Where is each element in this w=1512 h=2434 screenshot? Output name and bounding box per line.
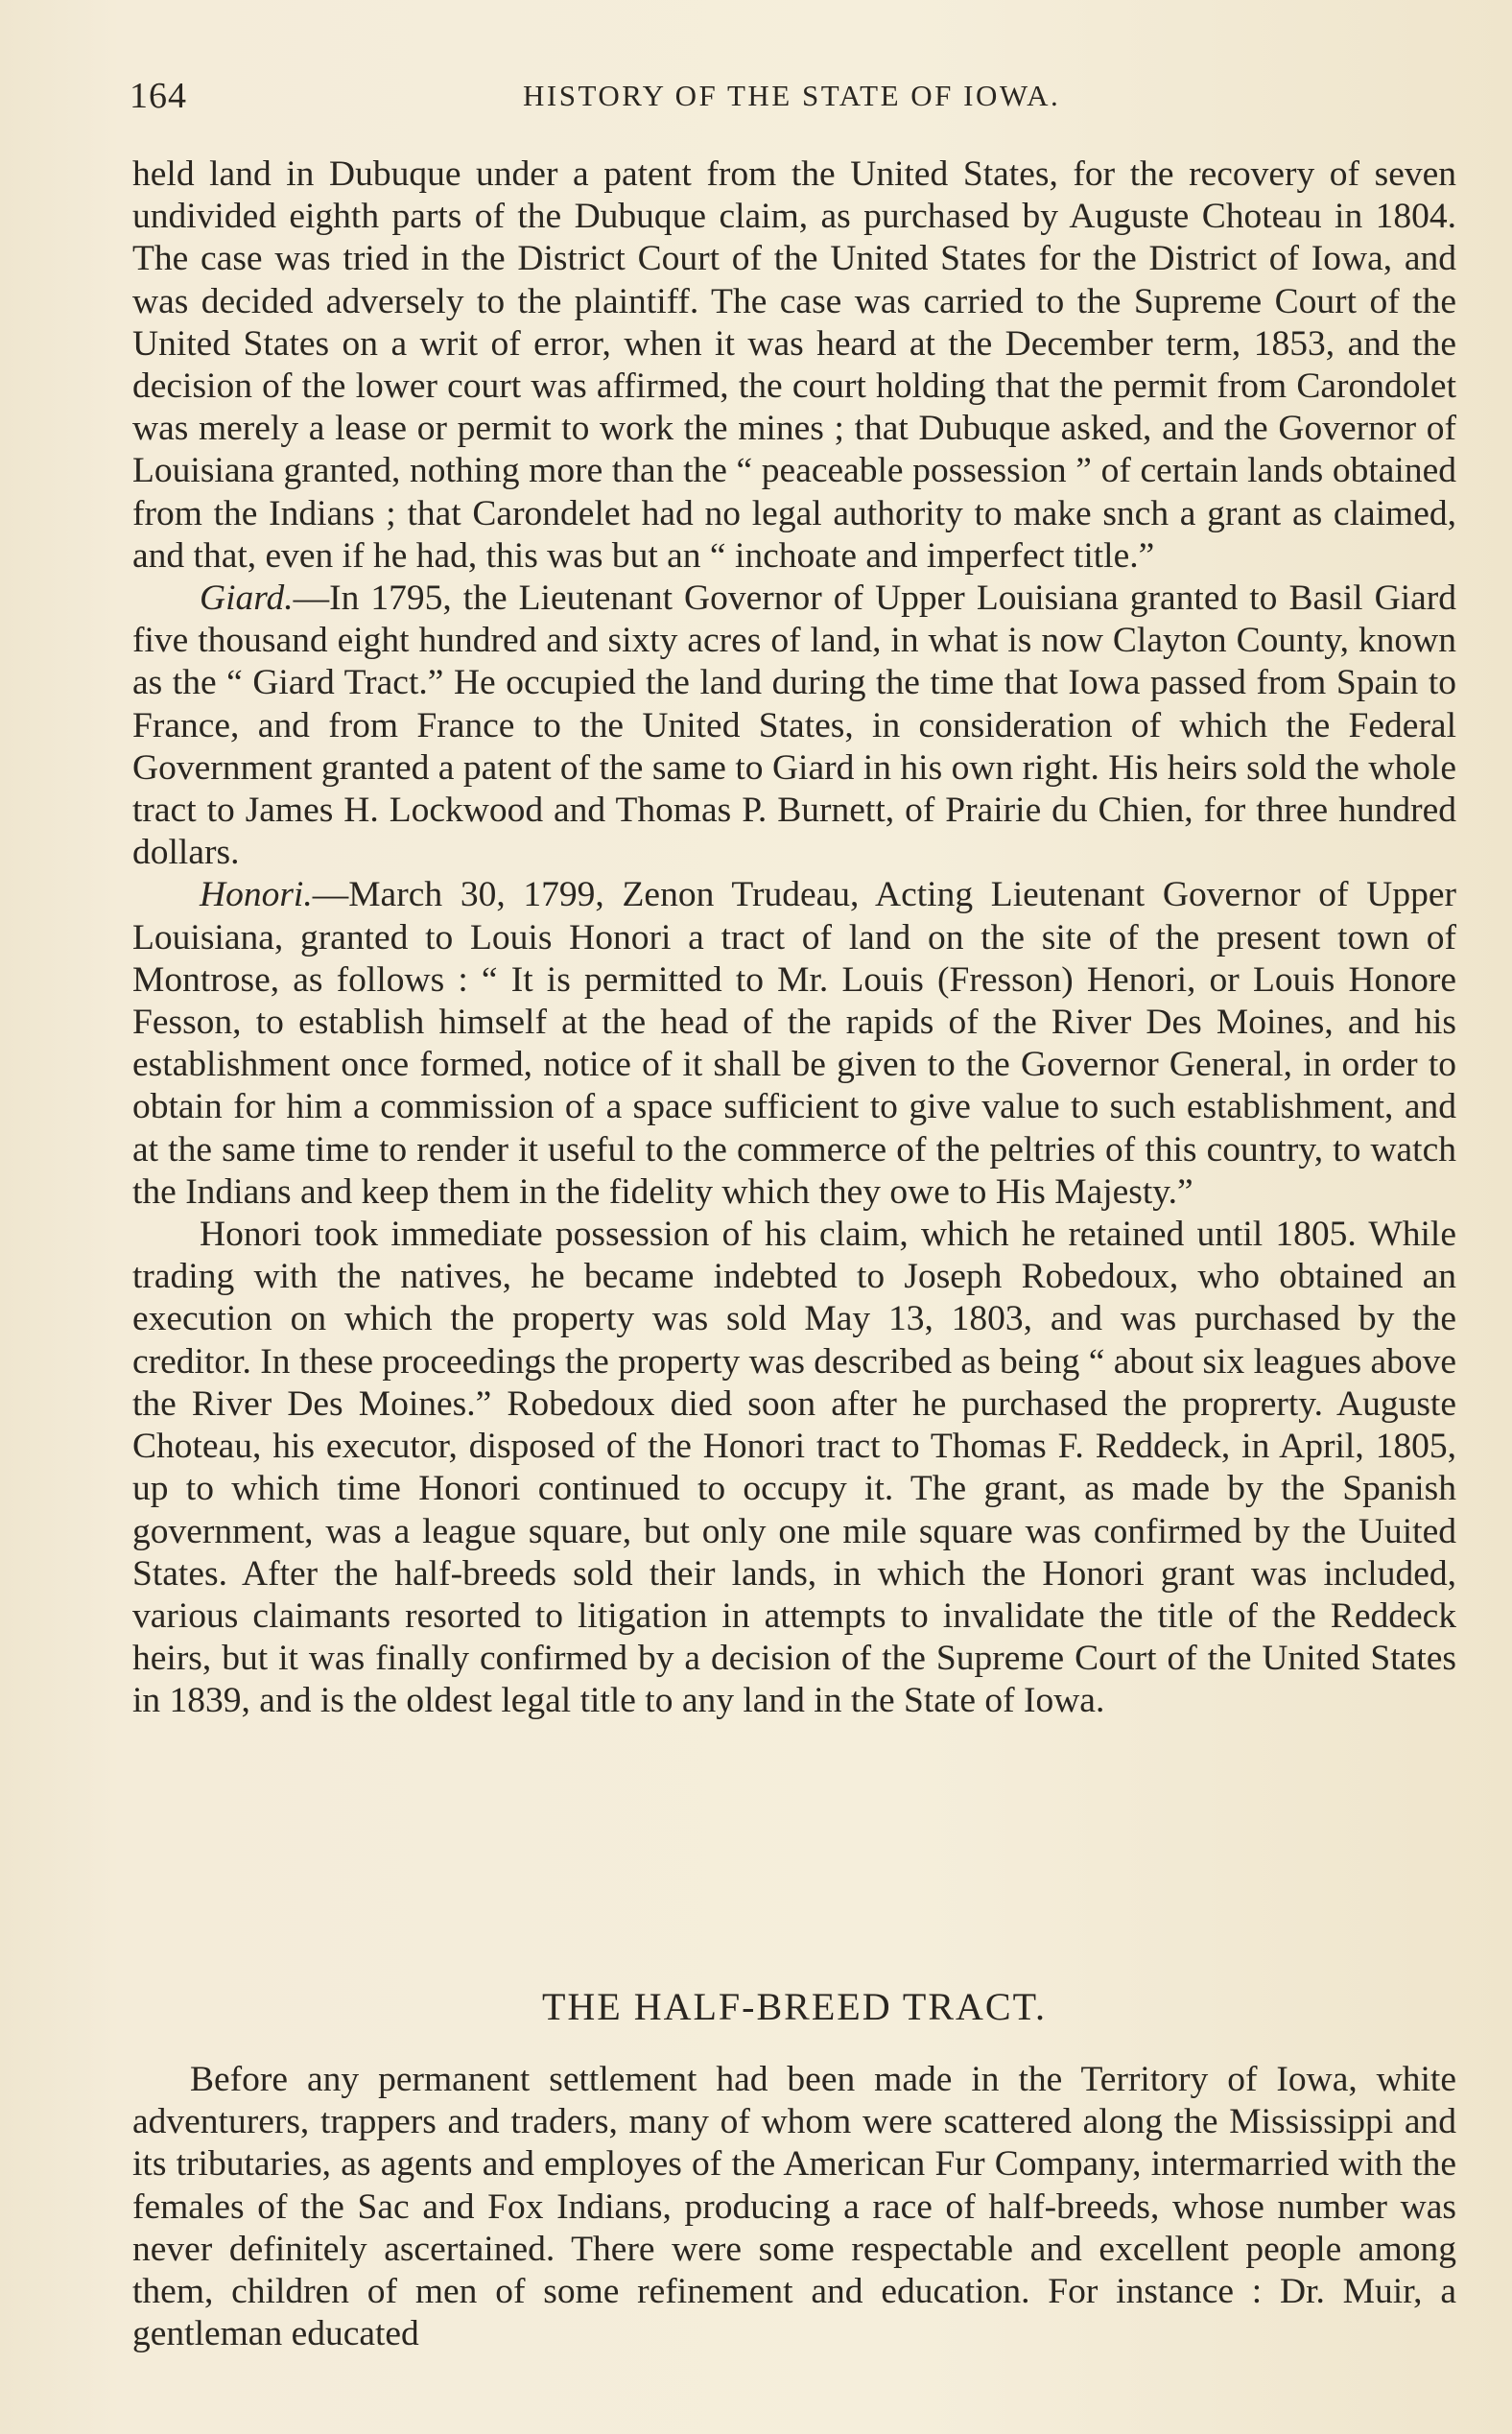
paragraph-honori-continued [132,1214,1456,1722]
paragraph-text: Before any permanent settlement had been made in the Territory of Iowa, white adventurers, trappers and traders, many of whom were scattered along the Mississippi and its tributaries, as agents and employes of the American Fur Company, intermarried with the females of the Sac and Fox Indians, producing a race of half-breeds, whose number was never definitely ascertained. There were some respectable and excellent people among them, children of men of some refinement and education. For instance : Dr. Muir, a gentleman educated [132,2060,1456,2354]
page-header [130,75,1463,132]
paragraph-lead-honori: Honori. [200,875,313,915]
running-title: HISTORY OF THE STATE OF IOWA. [523,79,1061,112]
paragraph-text: —In 1795, the Lieutenant Governor of Upper Louisiana granted to Basil Giard five thousand eight hundred and sixty acres of land, in what is now Clayton County, known as the “ Giard Tract.” He occupied the land during the time that Iowa passed from Spain to France, and from France to the United States, in consideration of which the Federal Government granted a patent of the same to Giard in his own right. His heirs sold the whole tract to James H. Lockwood and Thomas P. Burnett, of Prairie du Chien, for three hundred dollars. [132,579,1456,873]
body-text [132,154,1456,1723]
paragraph-text: —March 30, 1799, Zenon Trudeau, Acting Lieutenant Governor of Upper Louisiana, granted to Louis Honori a tract of land on the site of the present town of Montrose, as follows : “ It is permitted to Mr. Louis (Fresson) Henori, or Louis Honore Fesson, to establish himself at the head of the rapids of the River Des Moines, and his establishment once formed, notice of it shall be given to the Governor General, in order to obtain for him a commission of a space sufficient to give value to such establishment, and at the same time to render it useful to the commerce of the peltries of this country, to watch the Indians and keep them in the fidelity which they owe to His Majesty.” [132,875,1456,1212]
paragraph-lead-giard: Giard. [200,579,294,619]
section-text [132,2059,1456,2355]
paragraph-honori [132,874,1456,1214]
section-heading: THE HALF-BREED TRACT. [541,1985,1048,2028]
paragraph-half-breed [132,2059,1456,2355]
page-number: 164 [130,76,187,116]
paragraph-text: held land in Dubuque under a patent from the United States, for the recovery of seven undivided eighth parts of the Dubuque claim, as purchased by Auguste Choteau in 1804. The case was tried in the District Court of the United States for the District of Iowa, and was decided adversely to the plaintiff. The case was carried to the Supreme Court of the United States on a writ of error, when it was heard at the December term, 1853, and the decision of the lower court was affirmed, the court holding that the permit from Carondolet was merely a lease or permit to work the mines ; that Dubuque asked, and the Governor of Louisiana granted, nothing more than the “ peaceable possession ” of certain lands obtained from the Indians ; that Carondelet had no legal authority to make snch a grant as claimed, and that, even if he had, this was but an “ inchoate and imperfect title.” [132,154,1456,576]
paragraph-giard [132,578,1456,874]
paragraph-text: Honori took immediate possession of his claim, which he retained until 1805. While trading with the natives, he became indebted to Joseph Robedoux, who obtained an execution on which the property was sold May 13, 1803, and was purchased by the creditor. In these proceedings the property was described as being “ about six leagues above the River Des Moines.” Robedoux died soon after he purchased the proprerty. Auguste Choteau, his executor, disposed of the Honori tract to Thomas F. Reddeck, in April, 1805, up to which time Honori continued to occupy it. The grant, as made by the Spanish government, was a league square, but only one mile square was confirmed by the Uuited States. After the half-breeds sold their lands, in which the Honori grant was included, various claimants resorted to litigation in attempts to invalidate the title of the Reddeck heirs, but it was finally confirmed by a decision of the Supreme Court of the United States in 1839, and is the oldest legal title to any land in the State of Iowa. [132,1215,1456,1721]
paragraph-dubuque-case [132,154,1456,578]
